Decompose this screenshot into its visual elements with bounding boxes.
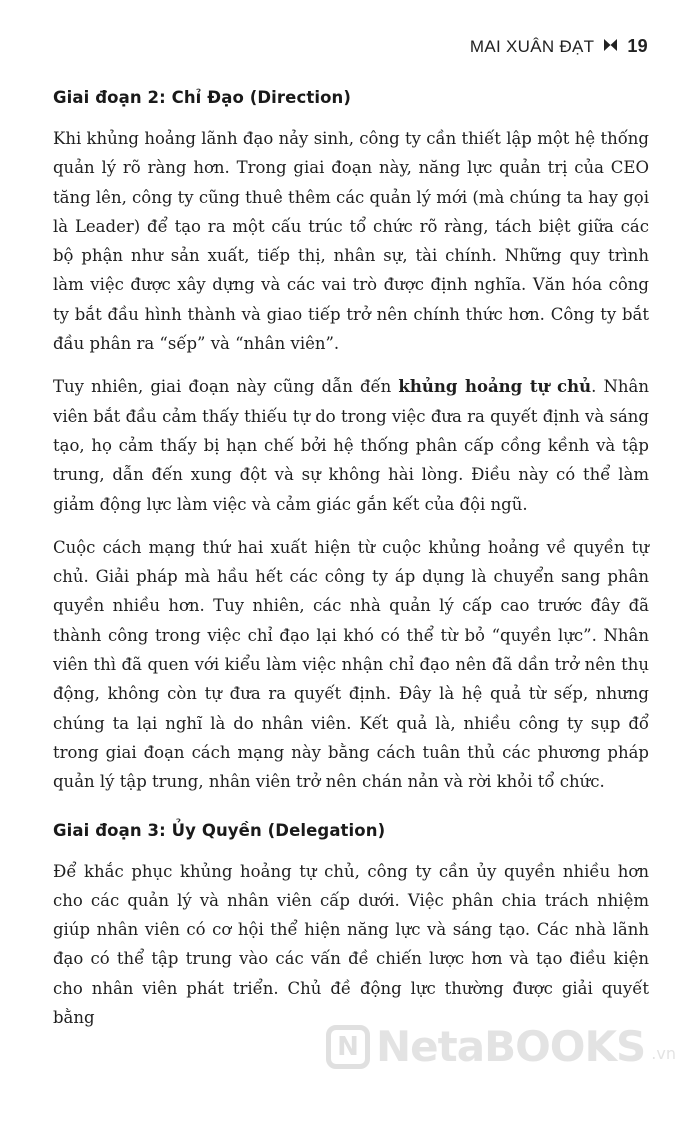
section-heading-stage-2: Giai đoạn 2: Chỉ Đạo (Direction) bbox=[53, 88, 351, 107]
paragraph: Khi khủng hoảng lãnh đạo nảy sinh, công ty cần thiết lập một hệ thống quản lý rõ ràng hơn. Trong giai đoạn này, năng lực quản trị của CEO tăng lên, công ty cũng thuê thêm các quản lý mới (mà chúng ta hay gọi là Leader) để tạo ra một cấu trúc tổ chức rõ ràng, tách biệt giữa các bộ phận như sản xuất, tiếp thị, nhân sự, tài chính. Những quy trình làm việc được xây dựng và các vai trò được định nghĩa. Văn hóa công ty bắt đầu hình thành và giao tiếp trở nên chính thức hơn. Công ty bắt đầu phân ra “sếp” và “nhân viên”. bbox=[53, 129, 649, 354]
running-header bbox=[470, 36, 648, 57]
section-spacer bbox=[53, 811, 649, 821]
page-number: 19 bbox=[627, 36, 648, 56]
paragraph bbox=[53, 372, 649, 518]
paragraph: Cuộc cách mạng thứ hai xuất hiện từ cuộc khủng hoảng về quyền tự chủ. Giải pháp mà hầu hết các công ty áp dụng là chuyển sang phân quyền nhiều hơn. Tuy nhiên, các nhà quản lý cấp cao trước đây đã thành công trong việc chỉ đạo lại khó có thể từ bỏ “quyền lực”. Nhân viên thì đã quen với kiểu làm việc nhận chỉ đạo nên đã dần trở nên thụ động, không còn tự đưa ra quyết định. Đây là hệ quả từ sếp, nhưng chúng ta lại nghĩ là do nhân viên. Kết quả là, nhiều công ty sụp đổ trong giai đoạn cách mạng này bằng cách tuân thủ các phương pháp quản lý tập trung, nhân viên trở nên chán nản và rời khỏi tổ chức. bbox=[53, 537, 649, 792]
watermark-suffix: .vn bbox=[651, 1044, 676, 1063]
watermark-brand: NetaBOOKS bbox=[376, 1022, 646, 1071]
watermark-logo-icon: N bbox=[326, 1025, 370, 1069]
bowtie-icon bbox=[604, 39, 617, 53]
author-name: MAI XUÂN ĐẠT bbox=[469, 36, 595, 56]
section-heading-stage-3: Giai đoạn 3: Ủy Quyền (Delegation) bbox=[53, 820, 386, 840]
publisher-watermark bbox=[326, 1022, 676, 1071]
bold-term: khủng hoảng tự chủ bbox=[398, 377, 592, 397]
paragraph-text: Tuy nhiên, giai đoạn này cũng dẫn đến bbox=[53, 377, 399, 397]
paragraph: Để khắc phục khủng hoảng tự chủ, công ty cần ủy quyền nhiều hơn cho các quản lý và nhân viên cấp dưới. Việc phân chia trách nhiệm giúp nhân viên có cơ hội thể hiện năng lực và sáng tạo. Các nhà lãnh đạo có thể tập trung vào các vấn đề chiến lược hơn và tạo điều kiện cho nhân viên phát triển. Chủ đề động lực thường được giải quyết bằng bbox=[53, 861, 649, 1028]
page-body bbox=[53, 88, 649, 1046]
paragraph-text: . Nhân viên bắt đầu cảm thấy thiếu tự do trong việc đưa ra quyết định và sáng tạo, họ cảm thấy bị hạn chế bởi hệ thống phân cấp cồng kềnh và tập trung, dẫn đến xung đột và sự không hài lòng. Điều này có thể làm giảm động lực làm việc và cảm giác gắn kết của đội ngũ. bbox=[53, 377, 649, 514]
